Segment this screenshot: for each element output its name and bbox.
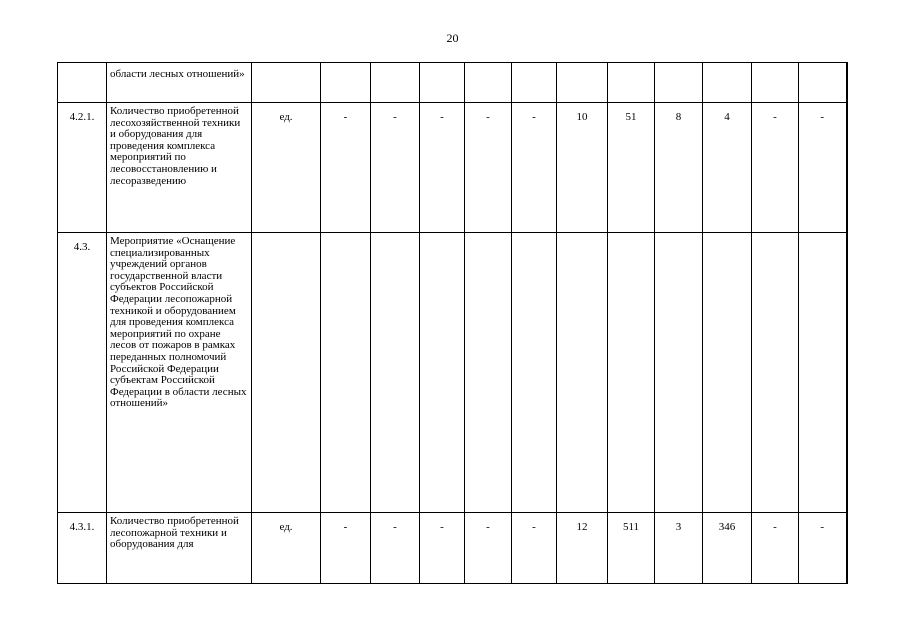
value-cell <box>420 63 465 103</box>
value-cell <box>703 63 752 103</box>
row-number <box>58 63 107 103</box>
value-cell: 4 <box>703 103 752 233</box>
table-row <box>58 103 847 233</box>
value-cell: - <box>371 513 420 584</box>
value-cell <box>557 233 608 513</box>
row-unit <box>252 63 321 103</box>
value-cell <box>655 233 703 513</box>
indicators-table <box>57 62 848 584</box>
value-cell: 51 <box>608 103 655 233</box>
row-name: Мероприятие «Оснащение специализированных учреждений органов государственной власти субъектов Российской Федерации лесопожарной техникой и оборудованием для проведения комплекса мероприятий по охране лесов от пожаров в рамках переданных полномочий Российской Федерации субъектам Российской Федерации в области лесных отношений» <box>107 233 252 513</box>
row-unit: ед. <box>252 103 321 233</box>
value-cell <box>557 63 608 103</box>
value-cell <box>371 63 420 103</box>
value-cell <box>703 233 752 513</box>
value-cell: - <box>420 103 465 233</box>
value-cell: - <box>799 513 847 584</box>
value-cell: 3 <box>655 513 703 584</box>
table-row <box>58 63 847 103</box>
value-cell <box>655 63 703 103</box>
value-cell <box>321 63 371 103</box>
value-cell <box>799 63 847 103</box>
row-number: 4.2.1. <box>58 103 107 233</box>
row-number: 4.3. <box>58 233 107 513</box>
value-cell: - <box>371 103 420 233</box>
value-cell: - <box>752 103 799 233</box>
value-cell: 8 <box>655 103 703 233</box>
value-cell: 346 <box>703 513 752 584</box>
value-cell: 12 <box>557 513 608 584</box>
value-cell <box>321 233 371 513</box>
value-cell: - <box>512 103 557 233</box>
value-cell: - <box>799 103 847 233</box>
value-cell <box>608 233 655 513</box>
value-cell <box>420 233 465 513</box>
row-name: области лесных отношений» <box>107 63 252 103</box>
value-cell: - <box>752 513 799 584</box>
row-name: Количество приобретенной лесохозяйственной техники и оборудования для проведения комплекса мероприятий по лесовосстановлению и лесоразведению <box>107 103 252 233</box>
row-unit <box>252 233 321 513</box>
value-cell: - <box>512 513 557 584</box>
row-unit: ед. <box>252 513 321 584</box>
value-cell <box>512 233 557 513</box>
value-cell <box>799 233 847 513</box>
value-cell <box>465 63 512 103</box>
value-cell: - <box>465 513 512 584</box>
row-number: 4.3.1. <box>58 513 107 584</box>
value-cell <box>752 233 799 513</box>
value-cell <box>465 233 512 513</box>
row-name: Количество приобретенной лесопожарной техники и оборудования для <box>107 513 252 584</box>
value-cell: - <box>465 103 512 233</box>
value-cell: - <box>321 103 371 233</box>
value-cell: 511 <box>608 513 655 584</box>
value-cell: 10 <box>557 103 608 233</box>
value-cell <box>608 63 655 103</box>
page-number: 20 <box>446 31 459 45</box>
table-row <box>58 233 847 513</box>
value-cell <box>512 63 557 103</box>
value-cell <box>371 233 420 513</box>
table-row <box>58 513 847 584</box>
value-cell: - <box>420 513 465 584</box>
value-cell: - <box>321 513 371 584</box>
value-cell <box>752 63 799 103</box>
